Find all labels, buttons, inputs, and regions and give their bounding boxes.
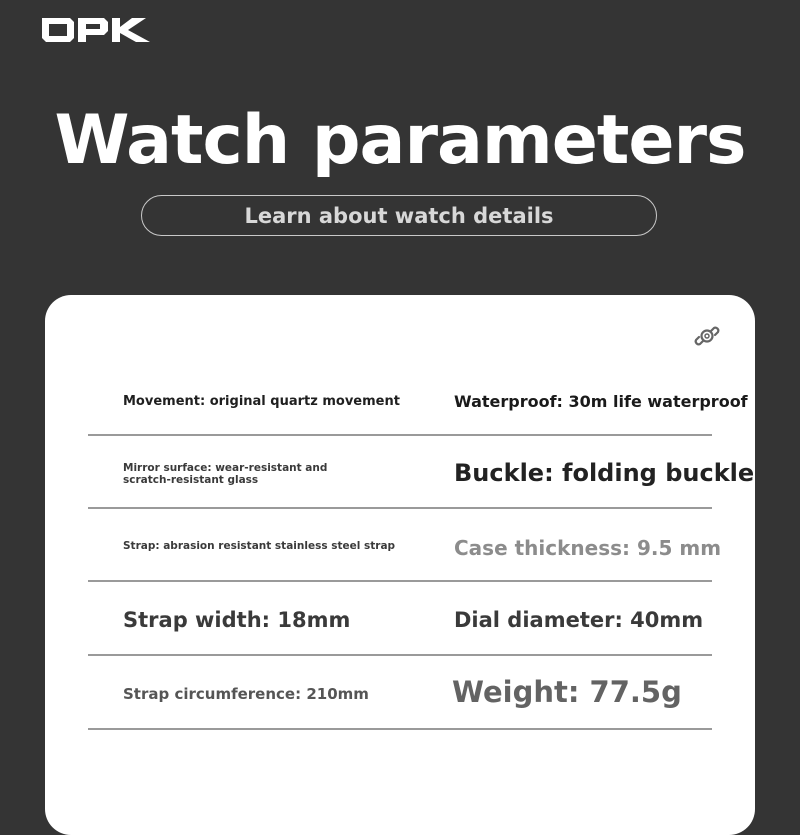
param-strap-circumference: Strap circumference: 210mm: [123, 685, 369, 703]
param-case-thickness: Case thickness: 9.5 mm: [454, 536, 722, 560]
param-mirror-line1: Mirror surface: wear-resistant and: [123, 462, 328, 474]
param-mirror-line2: scratch-resistant glass: [123, 474, 259, 486]
param-waterproof: Waterproof: 30m life waterproof: [454, 392, 748, 411]
param-strap: Strap: abrasion resistant stainless steel strap: [123, 540, 396, 552]
param-dial-diameter: Dial diameter: 40mm: [454, 608, 704, 632]
param-buckle: Buckle: folding buckle: [454, 459, 755, 487]
link-chain-icon: [693, 321, 721, 349]
param-movement: Movement: original quartz movement: [123, 394, 400, 409]
param-row-width: [88, 581, 712, 656]
parameters-card: [45, 295, 755, 835]
param-row-movement: [88, 373, 748, 436]
param-mirror-surface: [123, 462, 327, 486]
param-weight: Weight: 77.5g: [452, 675, 682, 709]
page-title: Watch parameters: [54, 101, 746, 180]
learn-more-pill: [141, 195, 657, 236]
subtitle-text: Learn about watch details: [244, 203, 554, 228]
param-strap-width: Strap width: 18mm: [123, 608, 351, 632]
opk-logo-icon: [40, 16, 152, 44]
param-row-circumference: [88, 655, 712, 730]
param-row-mirror: [88, 435, 755, 509]
param-row-strap: [88, 508, 722, 582]
